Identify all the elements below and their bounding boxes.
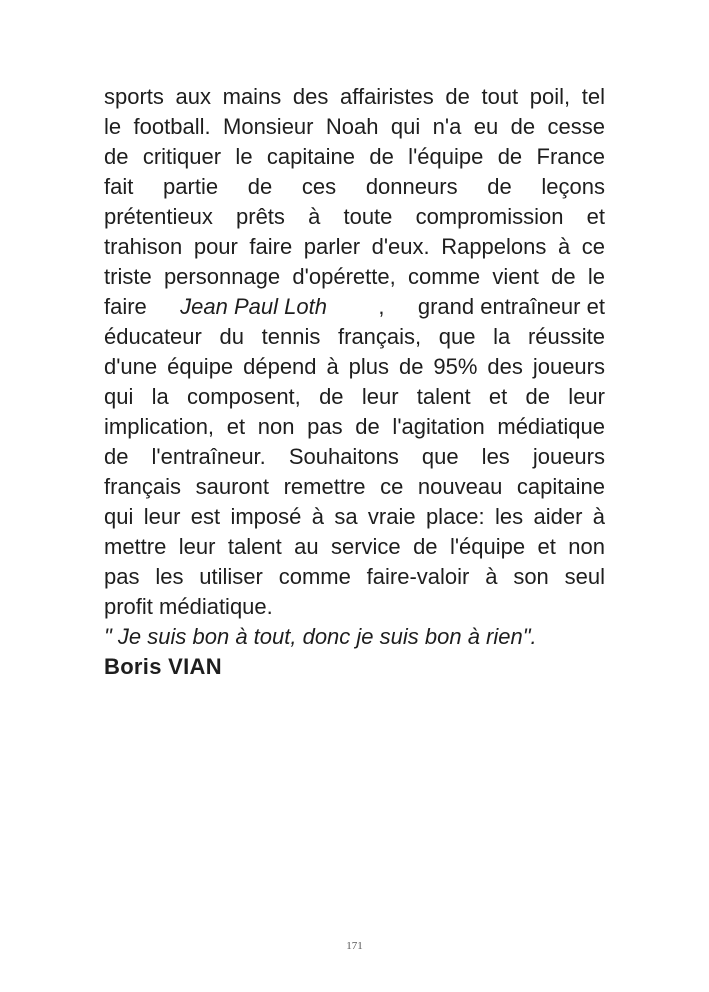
text-line: d'une équipe dépend à plus de 95% des joueurs xyxy=(104,354,605,379)
text-line: éducateur du tennis français, que la réussite xyxy=(104,324,605,349)
text-line: triste personnage d'opérette, comme vient de le xyxy=(104,264,605,289)
text-line: trahison pour faire parler d'eux. Rappelons à ce xyxy=(104,234,605,259)
text-line: mettre leur talent au service de l'équipe et non xyxy=(104,534,605,559)
text-line: de critiquer le capitaine de l'équipe de France xyxy=(104,144,605,169)
quote-author: Boris VIAN xyxy=(104,654,222,679)
quote-line: " Je suis bon à tout, donc je suis bon à rien". xyxy=(104,624,537,649)
text-line-last: profit médiatique. xyxy=(104,594,273,619)
text-line: prétentieux prêts à toute compromission et xyxy=(104,204,605,229)
text-line-with-name xyxy=(104,292,605,322)
article-text xyxy=(104,82,605,682)
text-line: le football. Monsieur Noah qui n'a eu de cesse xyxy=(104,114,605,139)
text-line: fait partie de ces donneurs de leçons xyxy=(104,174,605,199)
text-line: qui la composent, de leur talent et de leur xyxy=(104,384,605,409)
text-line: français sauront remettre ce nouveau capitaine xyxy=(104,474,605,499)
page-number: 171 xyxy=(346,940,363,952)
text-line: de l'entraîneur. Souhaitons que les joueurs xyxy=(104,444,605,469)
text-line: qui leur est imposé à sa vraie place: les aider à xyxy=(104,504,605,529)
coach-name: Jean Paul Loth xyxy=(180,294,327,319)
text-word: grand entraîneur et xyxy=(417,294,605,319)
text-word: faire xyxy=(104,294,147,319)
text-line: sports aux mains des affairistes de tout poil, tel xyxy=(104,84,605,109)
text-comma: , xyxy=(378,294,385,319)
text-line: pas les utiliser comme faire-valoir à son seul xyxy=(104,564,605,589)
text-line: implication, et non pas de l'agitation médiatique xyxy=(104,414,605,439)
